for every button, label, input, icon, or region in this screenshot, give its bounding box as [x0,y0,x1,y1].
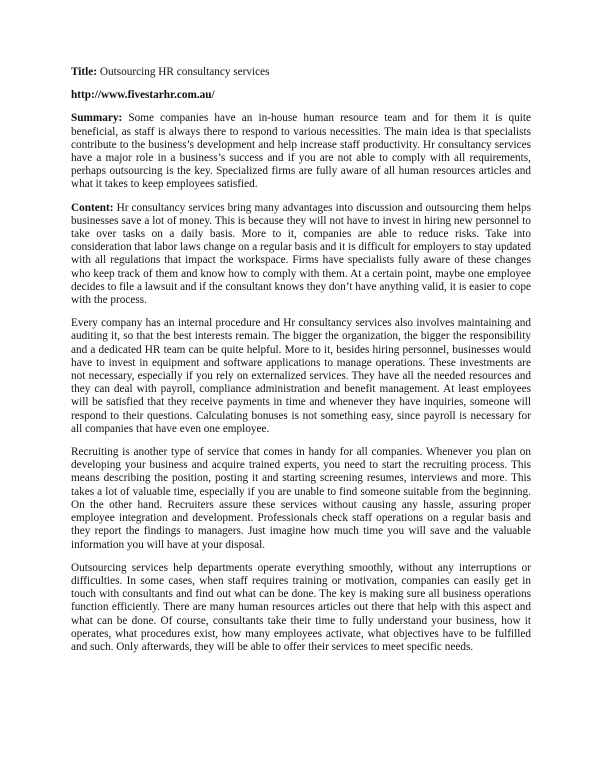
body-paragraph-1: Every company has an internal procedure and Hr consultancy services also involves maintaining and auditing it, so that the best interests remain. The bigger the organization, the bigger the responsibility and a dedicated HR team can be quite helpful. More to it, besides hiring personnel, businesses would have to invest in equipment and software applications to manage operations. These investments are not necessary, especially if you rely on externalized services. They have all the needed resources and they can deal with payroll, compliance administration and benefit management. At least employees will be satisfied that they receive payments in time and whenever they have inquiries, someone will respond to their questions. Calculating bonuses is not something easy, since payroll is necessary for all companies that have even one employee. [71,317,531,435]
document-page [71,66,531,664]
summary-label: Summary: [71,112,123,125]
title-label: Title: [71,66,98,78]
content-paragraph [71,202,531,308]
body-paragraph-3: Outsourcing services help departments operate everything smoothly, without any interruptions or difficulties. In some cases, when staff requires training or motivation, companies can easily get in touch with consultants and find out what can be done. The key is making sure all business operations function efficiently. There are many human resources articles out there that help with this aspect and what can be done. Of course, consultants take their time to fully understand your business, how it operates, what procedures exist, how many employees activate, what objectives have to be fulfilled and such. Only afterwards, they will be able to offer their services to meet specific needs. [71,561,531,653]
content-label: Content: [71,201,114,214]
body-paragraph-2: Recruiting is another type of service that comes in handy for all companies. Whenever you plan on developing your business and acquire trained experts, you need to start the recruiting process. This means describing the position, posting it and starting screening resumes, interviews and more. This takes a lot of valuable time, especially if you are unable to find someone suitable from the beginning. On the other hand. Recruiters assure these services without causing any hassle, assuring proper employee integration and development. Professionals check staff operations on a regular basis and they report the findings to managers. Just imagine how much time you will save and the valuable information you will have at your disposal. [71,446,531,551]
content-text: Hr consultancy services bring many advantages into discussion and outsourcing them helps businesses save a lot of money. This is because they will not have to invest in hiring new personnel to take over tasks on a daily basis. More to it, companies are able to reduce risks. Take into consideration that labor laws change on a regular basis and it is difficult for employers to stay updated with all regulations that impact the workspace. Firms have specialists fully aware of these changes who keep track of them and know how to comply with them. At a certain point, maybe one employee decides to file a lawsuit and if the consultant knows they don’t have anything valid, it is easier to cope with the process. [71,201,532,307]
url-line [71,89,531,102]
summary-paragraph [71,112,531,191]
summary-text: Some companies have an in-house human resource team and for them it is quite beneficial, as staff is always there to respond to various necessities. The main idea is that specialists contribute to the business’s development and help increase staff productivity. Hr consultancy services have a major role in a business’s success and if you are not able to comply with all requirements, perhaps outsourcing is the key. Specialized firms are fully aware of all human resources articles and what it takes to keep employees satisfied. [71,112,531,191]
document-url: http://www.fivestarhr.com.au/ [71,89,215,102]
title-line [71,66,531,79]
document-title: Outsourcing HR consultancy services [99,66,270,78]
